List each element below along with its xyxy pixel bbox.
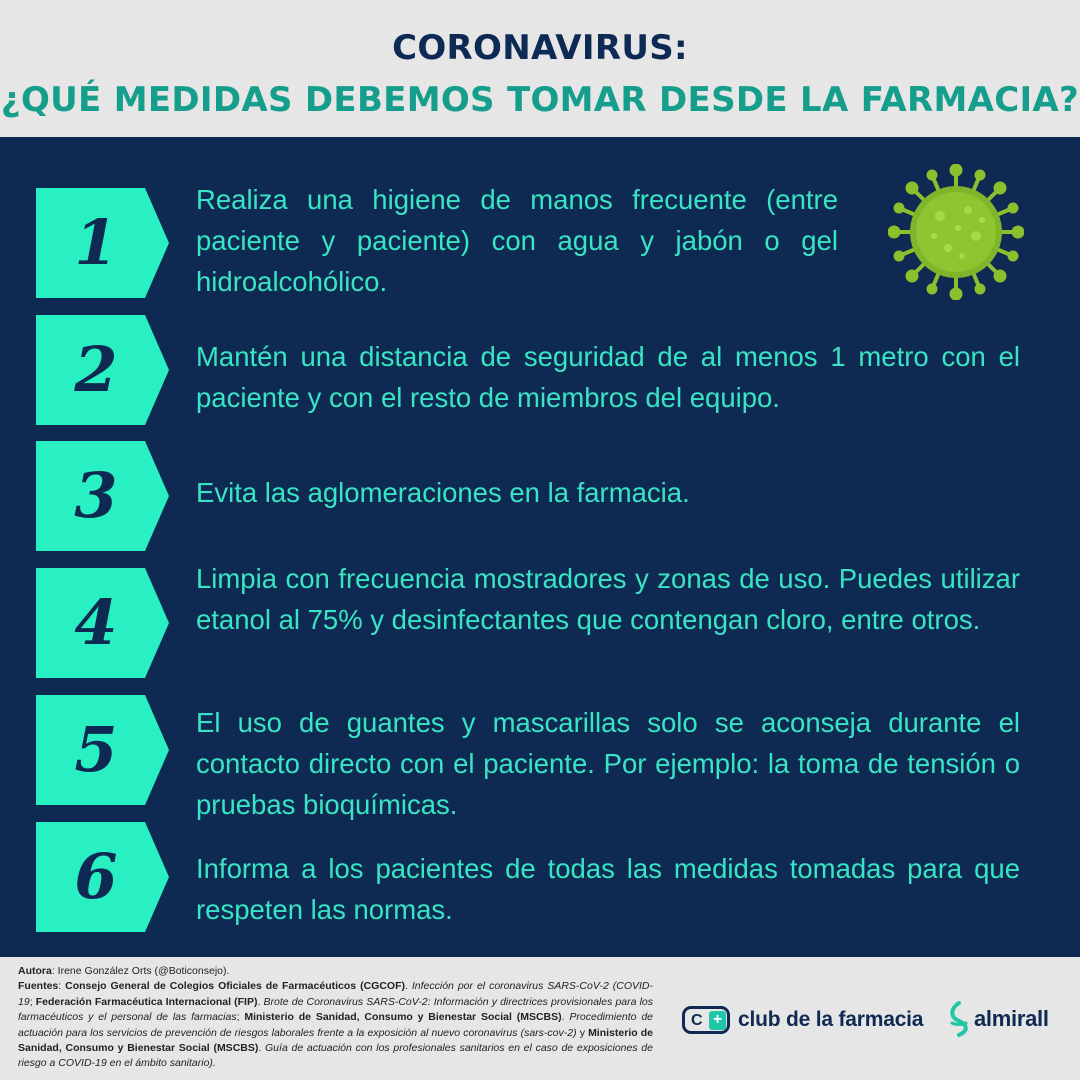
number-badge-2 bbox=[36, 315, 169, 425]
source-2-org: Federación Farmacéutica Internacional (FIP) bbox=[35, 995, 258, 1008]
almirall-leaf-icon bbox=[946, 1001, 972, 1037]
title-line-1: CORONAVIRUS: bbox=[392, 28, 688, 68]
source-3-doc: Procedimiento de actuación para los servicios de prevención de riesgos laborales frente a la exposición al nuevo coronavirus (sars-cov-2) bbox=[18, 1011, 654, 1039]
step-number-2: 2 bbox=[74, 333, 118, 406]
step-number-4: 4 bbox=[74, 586, 118, 659]
club-logo-icon bbox=[682, 1006, 730, 1034]
step-number-5: 5 bbox=[74, 713, 118, 786]
source-2-doc: Brote de Coronavirus SARS-CoV-2: Información y directrices provisionales para los farmacéuticos y el personal de las farmacias bbox=[18, 995, 653, 1024]
header bbox=[0, 0, 1080, 137]
almirall-logo bbox=[946, 1001, 1066, 1037]
number-badge-6 bbox=[36, 822, 169, 932]
coronavirus-icon bbox=[888, 164, 1024, 300]
step-text-3: Evita las aglomeraciones en la farmacia. bbox=[196, 477, 690, 508]
number-badge-1 bbox=[36, 188, 169, 298]
step-number-3: 3 bbox=[74, 459, 118, 532]
sources-label: Fuentes bbox=[18, 980, 59, 993]
credits-text: Autora: Irene González Orts (@Boticonsejo). Fuentes: Consejo General de Colegios Oficiales de Farmacéuticos (CGCOF). Infección por el coronavirus SARS-CoV-2 (COVID-19; Federación Farmacéutica Internacional (FIP). Brote de Coronavirus SARS-CoV-2: Información y directrices provisionales para los farmacéuticos y el personal de las farmacias; Ministerio de Sanidad, Consumo y Bienestar Social (MSCBS). Procedimiento de actuación para los servicios de prevención de riesgos laborales frente a la exposición al nuevo coronavirus (sars-cov-2) y Ministerio de Sanidad, Consumo y Bienestar Social (MSCBS). Guía de actuación con los profesionales sanitarios en el caso de exposiciones de riesgo a COVID-19 en el ámbito sanitario). bbox=[18, 965, 654, 1070]
step-text-1: Realiza una higiene de manos frecuente (entre paciente y paciente) con agua y jabón o gel hidroalcohólico. bbox=[196, 184, 838, 297]
number-badge-5 bbox=[36, 695, 169, 805]
author-label: Autora bbox=[18, 965, 52, 977]
step-number-6: 6 bbox=[74, 840, 118, 913]
source-1-org: Consejo General de Colegios Oficiales de Farmacéuticos (CGCOF) bbox=[65, 980, 405, 993]
step-text-5: El uso de guantes y mascarillas solo se aconseja durante el contacto directo con el paciente. Por ejemplo: la toma de tensión o pruebas bioquímicas. bbox=[196, 707, 1020, 820]
author-value: : Irene González Orts (@Boticonsejo). bbox=[51, 965, 230, 977]
club-logo-text: club de la farmacia bbox=[738, 1008, 924, 1031]
source-4-doc: Guía de actuación con los profesionales sanitarios en el caso de exposiciones de riesgo a COVID-19 en el ámbito sanitario). bbox=[18, 1042, 653, 1070]
number-badge-4 bbox=[36, 568, 169, 678]
step-text-6: Informa a los pacientes de todas las medidas tomadas para que respeten las normas. bbox=[196, 853, 1020, 925]
step-text-4: Limpia con frecuencia mostradores y zonas de uso. Puedes utilizar etanol al 75% y desinfectantes que contengan cloro, entre otros. bbox=[196, 563, 1020, 635]
source-4-org: Ministerio de Sanidad, Consumo y Bienestar Social (MSCBS) bbox=[18, 1026, 654, 1055]
club-c-letter: C bbox=[691, 1012, 703, 1029]
step-text-2: Mantén una distancia de seguridad de al menos 1 metro con el paciente y con el resto de miembros del equipo. bbox=[196, 341, 1020, 413]
source-3-org: Ministerio de Sanidad, Consumo y Bienestar Social (MSCBS) bbox=[244, 1011, 562, 1024]
step-number-1: 1 bbox=[74, 206, 118, 279]
title-line-2: ¿QUÉ MEDIDAS DEBEMOS TOMAR DESDE LA FARMACIA? bbox=[0, 80, 1080, 120]
source-1-doc: Infección por el coronavirus SARS-CoV-2 (COVID-19 bbox=[18, 980, 653, 1008]
almirall-logo-text: almirall bbox=[974, 1006, 1049, 1031]
number-badge-3 bbox=[36, 441, 169, 551]
plus-icon: + bbox=[709, 1011, 726, 1030]
